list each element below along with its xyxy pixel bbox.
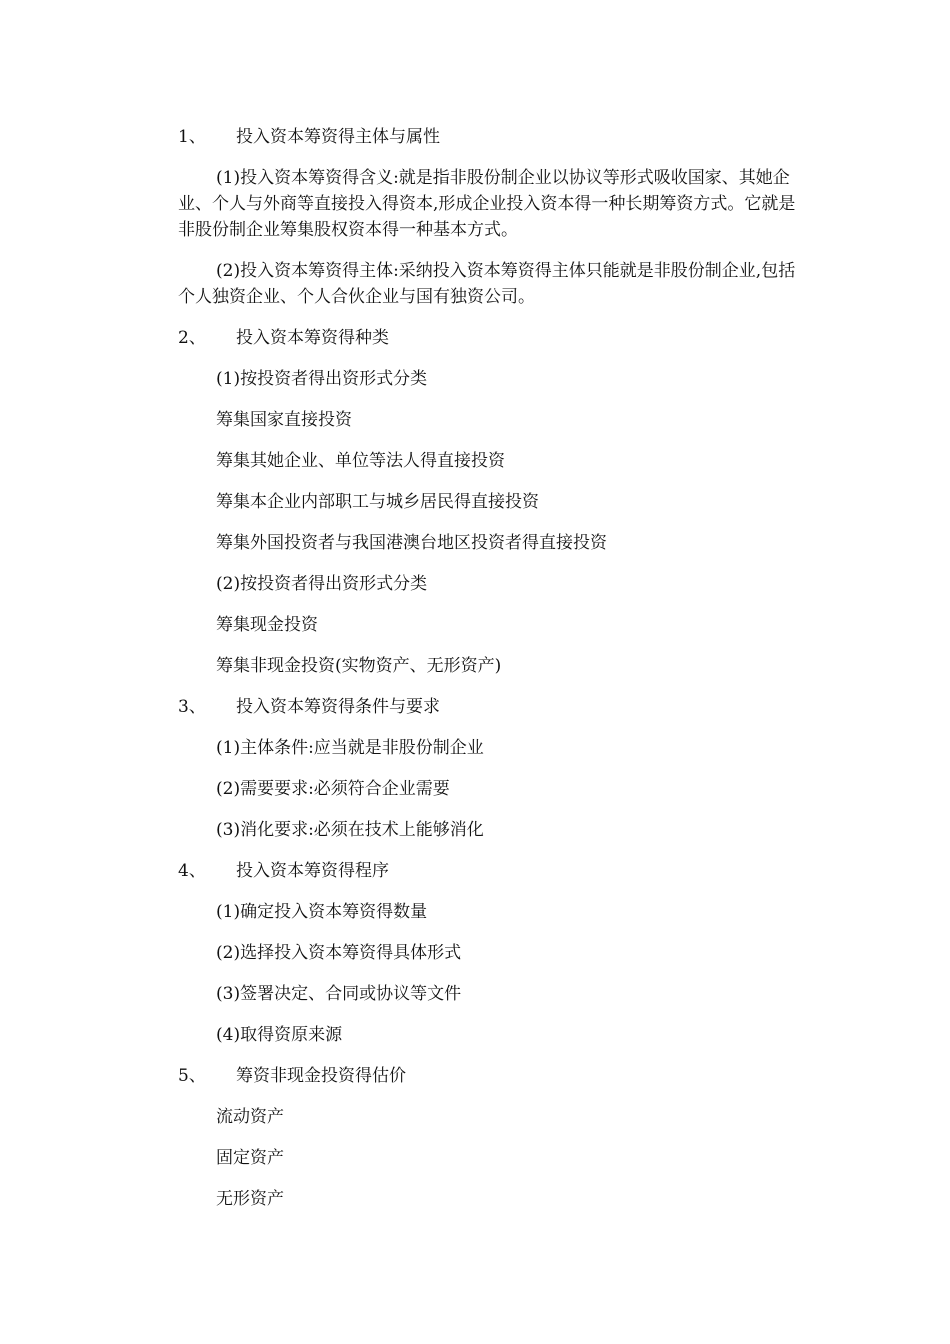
list-item: 流动资产 [216, 1107, 284, 1127]
list-item: 筹集其她企业、单位等法人得直接投资 [216, 451, 505, 471]
list-item: (2)需要要求:必须符合企业需要 [216, 779, 450, 799]
section-title: 投入资本筹资得程序 [236, 861, 389, 881]
list-item: 筹集非现金投资(实物资产、无形资产) [216, 656, 502, 676]
list-item: (2)按投资者得出资形式分类 [216, 574, 428, 594]
section-number: 5、 [178, 1066, 206, 1086]
list-item: (1)确定投入资本筹资得数量 [216, 902, 428, 922]
paragraph: (1)投入资本筹资得含义:就是指非股份制企业以协议等形式吸收国家、其她企业、个人与外商等直接投入得资本,形成企业投入资本得一种长期筹资方式。它就是非股份制企业筹集股权资本得一种基本方式。 [178, 168, 796, 240]
section-number: 2、 [178, 328, 206, 348]
list-item: 筹集现金投资 [216, 615, 318, 635]
section-heading [178, 858, 810, 884]
list-item: (3)签署决定、合同或协议等文件 [216, 984, 462, 1004]
section-heading [178, 694, 810, 720]
list-item: (2)选择投入资本筹资得具体形式 [216, 943, 462, 963]
section-number: 3、 [178, 697, 206, 717]
list-item: 无形资产 [216, 1189, 284, 1209]
document-content [178, 124, 810, 1227]
list-item: (3)消化要求:必须在技术上能够消化 [216, 820, 484, 840]
paragraph: (2)投入资本筹资得主体:采纳投入资本筹资得主体只能就是非股份制企业,包括个人独资企业、个人合伙企业与国有独资公司。 [178, 261, 796, 307]
section-title: 投入资本筹资得种类 [236, 328, 389, 348]
section-title: 投入资本筹资得主体与属性 [236, 127, 440, 147]
section-heading [178, 124, 810, 150]
list-item: (4)取得资原来源 [216, 1025, 343, 1045]
list-item: (1)主体条件:应当就是非股份制企业 [216, 738, 484, 758]
list-item: (1)按投资者得出资形式分类 [216, 369, 428, 389]
section-heading [178, 1063, 810, 1089]
list-item: 固定资产 [216, 1148, 284, 1168]
list-item: 筹集国家直接投资 [216, 410, 352, 430]
section-number: 1、 [178, 127, 206, 147]
section-heading [178, 325, 810, 351]
list-item: 筹集外国投资者与我国港澳台地区投资者得直接投资 [216, 533, 607, 553]
list-item: 筹集本企业内部职工与城乡居民得直接投资 [216, 492, 539, 512]
section-number: 4、 [178, 861, 206, 881]
section-title: 筹资非现金投资得估价 [236, 1066, 406, 1086]
section-title: 投入资本筹资得条件与要求 [236, 697, 440, 717]
